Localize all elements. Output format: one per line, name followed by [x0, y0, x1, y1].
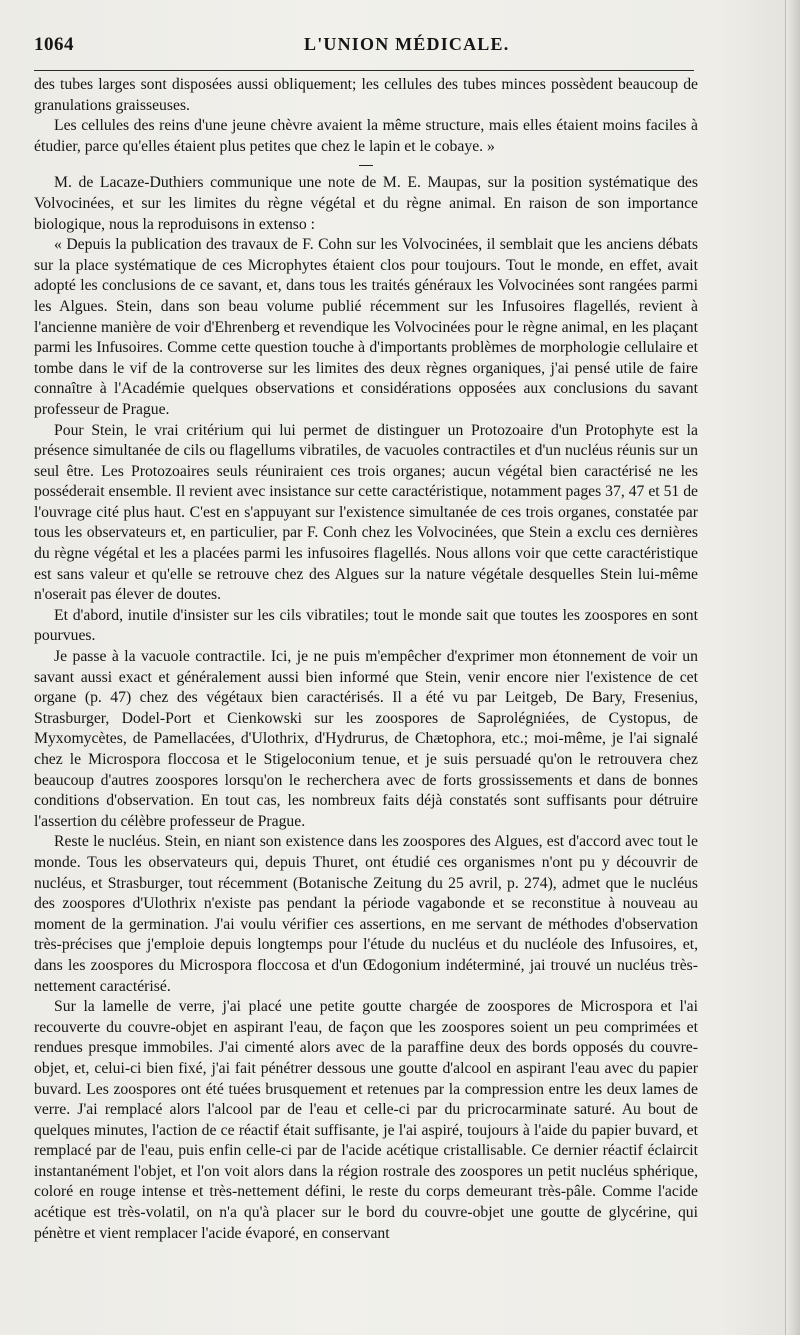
- article-body: [34, 75, 698, 1244]
- page-edge-shadow: [785, 0, 800, 1335]
- paragraph: Je passe à la vacuole contractile. Ici, je ne puis m'empêcher d'exprimer mon étonnement de voir un savant aussi exact et généralement aussi bien informé que Stein, venir encore nier l'existence de cet organe (p. 47) chez des végétaux bien caractérisés. Il a été vu par Leitgeb, De Bary, Fresenius, Strasburger, Dodel-Port et Cienkowski sur les zoospores de Saprolégniées, de Cystopus, de Myxomycètes, de Pamellacées, d'Ulothrix, d'Hydrurus, de Chætophora, etc.; moi-même, je l'ai signalé chez le Microspora floccosa et le Stigeloconium tenue, et je suis persuadé qu'on le retrouvera chez beaucoup d'autres zoospores lorsqu'on le recherchera avec de forts grossissements et dans de bonnes conditions d'observation. En tout cas, les nombreux faits déjà constatés sont suffisants pour détruire l'assertion du célèbre professeur de Prague.: [34, 648, 698, 830]
- running-title: L'UNION MÉDICALE.: [304, 34, 510, 54]
- page-header: [34, 34, 694, 62]
- paragraph: Les cellules des reins d'une jeune chèvre avaient la même structure, mais elles étaient moins faciles à étudier, parce qu'elles étaient plus petites que chez le lapin et le cobaye. »: [34, 117, 698, 155]
- paragraph: Reste le nucléus. Stein, en niant son existence dans les zoospores des Algues, est d'accord avec tout le monde. Tous les observateurs qui, depuis Thuret, ont étudié ces organismes n'ont pu y découvrir de nucléus, et Strasburger, tout récemment (Botanische Zeitung du 25 avril, p. 274), admet que le nucléus des zoospores d'Ulothrix n'existe pas pendant la période vagabonde et se reconstitue à nouveau au moment de la germination. J'ai voulu vérifier ces assertions, en me servant de méthodes d'observation très-précises que j'emploie depuis longtemps pour l'étude du nucléus et du nucléole des Infusoires, et, dans les zoospores du Microspora floccosa et d'un Œdogonium indéterminé, jai trouvé un nucléus très-nettement caractérisé.: [34, 833, 698, 995]
- paragraph: des tubes larges sont disposées aussi obliquement; les cellules des tubes minces possèdent beaucoup de granulations graisseuses.: [34, 76, 698, 114]
- paragraph: « Depuis la publication des travaux de F. Cohn sur les Volvocinées, il semblait que les anciens débats sur la place systématique de ces Microphytes étaient clos pour toujours. Tout le monde, en effet, avait adopté les conclusions de ce savant, et, dans tous les traités généraux les Volvocinées sont rangées parmi les Algues. Stein, dans son beau volume publié récemment sur les Infusoires flagellés, revient à l'ancienne manière de voir d'Ehrenberg et revendique les Volvocinées pour le règne animal, en les plaçant parmi les Infusoires. Comme cette question touche à d'importants problèmes de morphologie cellulaire et tombe dans le vif de la controverse sur les limites des deux règnes organiques, j'ai pensé utile de faire connaître à l'Académie quelques observations et considérations opposées aux conclusions du savant professeur de Prague.: [34, 236, 698, 418]
- paragraph: Et d'abord, inutile d'insister sur les cils vibratiles; tout le monde sait que toutes les zoospores en sont pourvues.: [34, 606, 698, 645]
- paragraph: Sur la lamelle de verre, j'ai placé une petite goutte chargée de zoospores de Microspora et l'ai recouverte du couvre-objet en aspirant l'eau, de façon que les zoospores soient un peu comprimées et rendues presque immobiles. J'ai cimenté alors avec de la paraffine deux des bords opposés du couvre-objet, et, celui-ci bien fixé, j'ai fait pénétrer dessous une goutte d'alcool en aspirant l'eau avec du papier buvard. Les zoospores ont été tuées brusquement et retenues par la compression entre les deux lames de verre. J'ai remplacé alors l'alcool par de l'eau et celle-ci par du pricrocarminate saturé. Au bout de quelques minutes, l'action de ce réactif était suffisante, je l'ai aspiré, toujours à l'aide du papier buvard, et remplacé par de l'eau, puis enfin celle-ci par de l'acide acétique cristallisable. Ce dernier réactif éclaircit instantanément l'objet, et l'on voit alors dans la région rostrale des zoospores un petit nucléus sphérique, coloré en rouge intense et très-nettement défini, le reste du corps demeurant très-pâle. Comme l'acide acétique est très-volatil, on n'a qu'à placer sur le bord du couvre-objet une goutte de glycérine, qui pénètre et vient remplacer l'acide évaporé, en conservant: [34, 998, 698, 1242]
- page-number: 1064: [34, 34, 74, 55]
- paragraph: Pour Stein, le vrai critérium qui lui permet de distinguer un Protozoaire d'un Protophyte est la présence simultanée de cils ou flagellums vibratiles, de vacuoles contractiles et d'un nucléus réunis sur un seul être. Les Protozoaires seuls réuniraient ces trois organes; aucun végétal bien caractérisé ne les posséderait ensemble. Il revient avec insistance sur cette caractéristique, notamment pages 37, 47 et 51 de l'ouvrage cité plus haut. C'est en s'appuyant sur l'existence simultanée de ces trois organes, constatée par tous les observateurs et, en particulier, par F. Conh chez les Volvocinées, que Stein a exclu ces dernières du règne végétal et les a placées parmi les infusoires flagellés. Nous allons voir que cette caractéristique est sans valeur et qu'elle se retrouve chez des Algues sur la nature végétale desquelles Stein lui-même n'oserait pas élever de doutes.: [34, 421, 698, 604]
- section-separator: [34, 157, 698, 173]
- paragraph: M. de Lacaze-Duthiers communique une note de M. E. Maupas, sur la position systématique des Volvocinées, et sur les limites du règne végétal et du règne animal. En raison de son importance biologique, nous la reproduisons in extenso :: [34, 174, 698, 233]
- header-rule: [34, 70, 694, 71]
